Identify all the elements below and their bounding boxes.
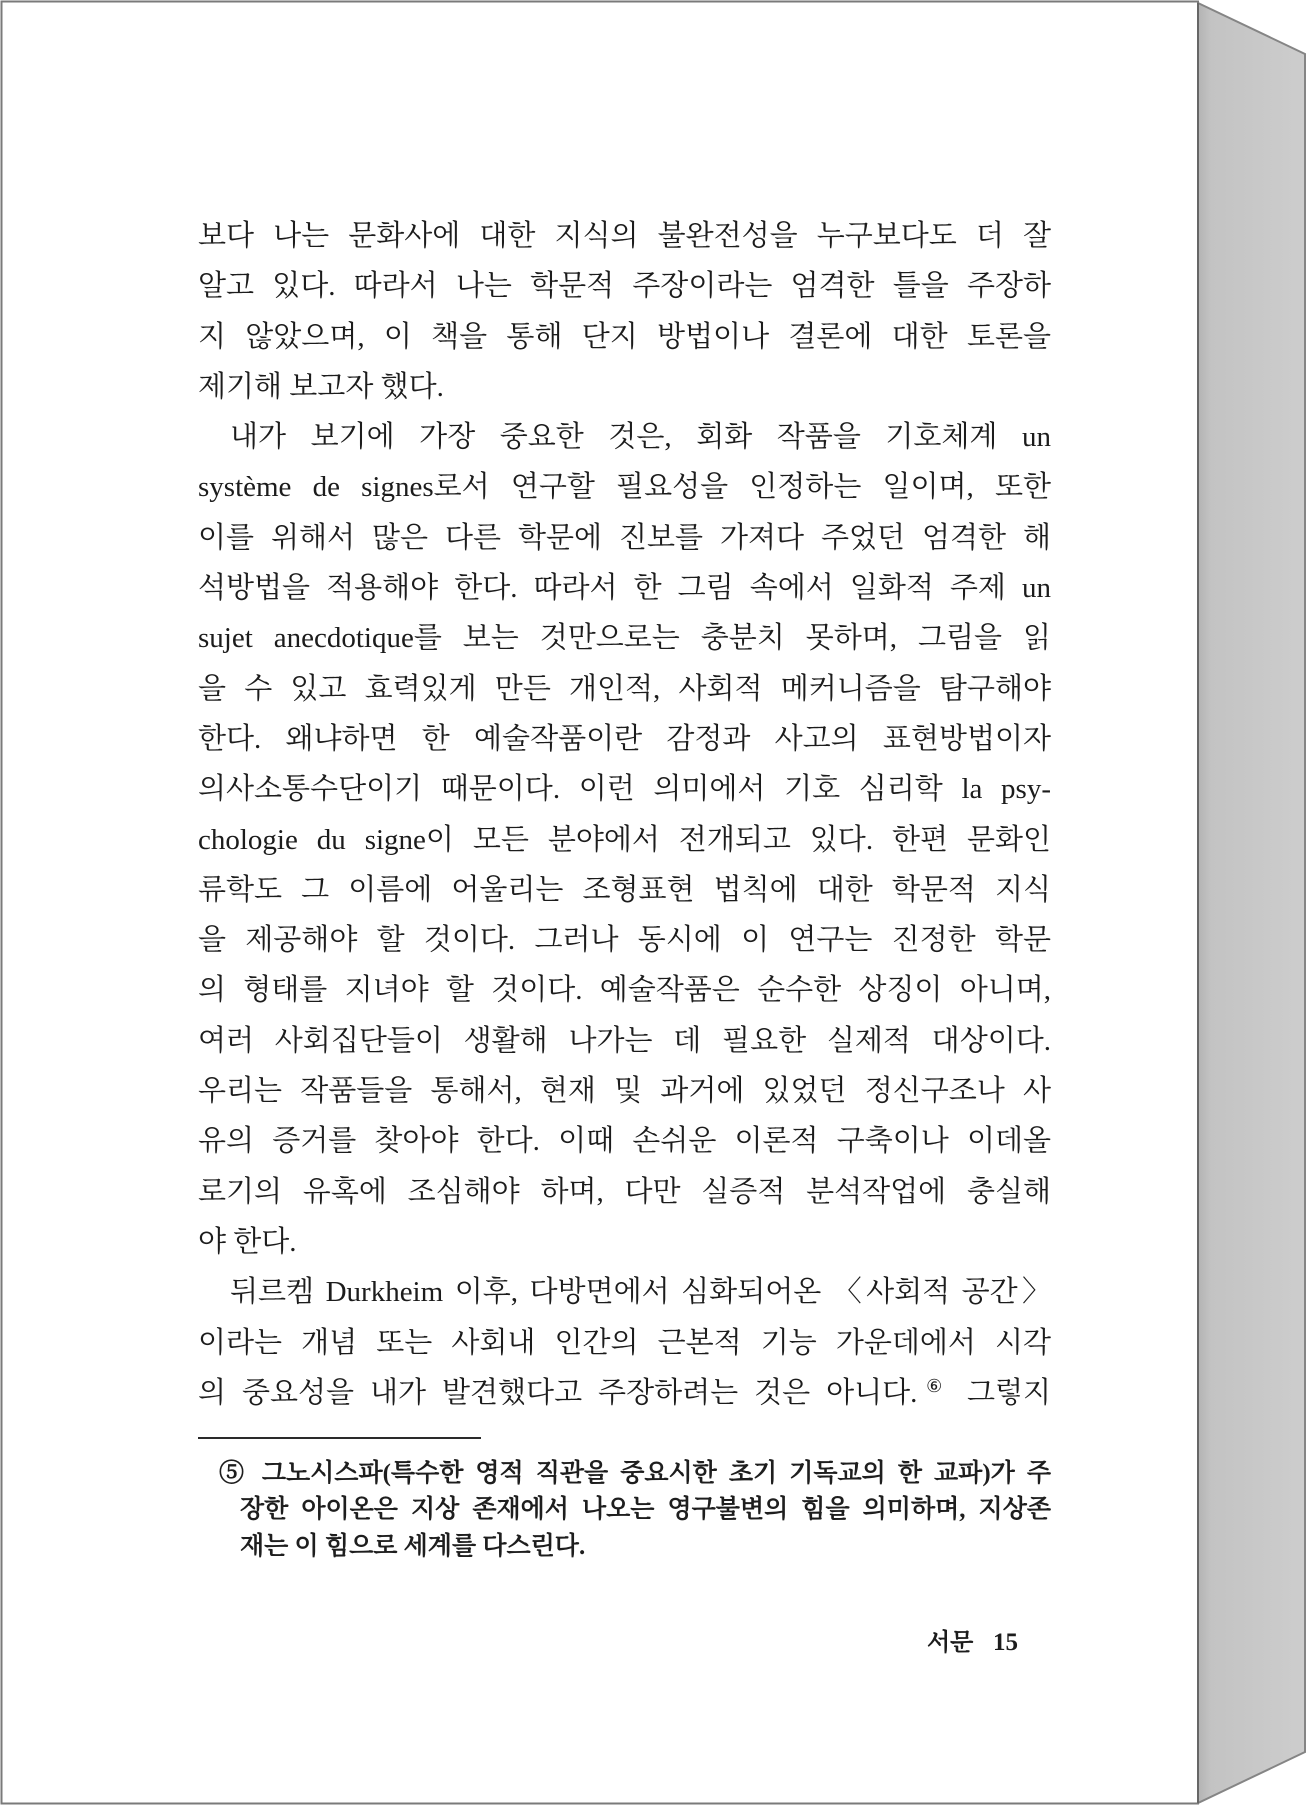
text-line: sujet anecdotique를 보는 것만으로는 충분치 못하며, 그림을 읽 (198, 622, 1051, 655)
text-line: 의 형태를 지녀야 할 것이다. 예술작품은 순수한 상징이 아니며, (198, 974, 1051, 1007)
page-number: 15 (993, 1629, 1018, 1656)
text-line: 알고 있다. 따라서 나는 학문적 주장이라는 엄격한 틀을 주장하 (198, 270, 1051, 303)
text-line: système de signes로서 연구할 필요성을 인정하는 일이며, 또한 (198, 471, 1051, 504)
footnote-text: 그노시스파(특수한 영적 직관을 중요시한 초기 기독교의 한 교파)가 주 (261, 1460, 1051, 1487)
text-line: 의사소통수단이기 때문이다. 이런 의미에서 기호 심리학 la psy- (198, 773, 1051, 806)
body-text (198, 211, 1051, 1418)
text-line-tail: 그렇지 (966, 1376, 1052, 1409)
footnote-rule (198, 1437, 481, 1439)
text-line: 이라는 개념 또는 사회내 인간의 근본적 기능 가운데에서 시각 (198, 1326, 1051, 1359)
footnote-ref: ⑥ (917, 1375, 951, 1396)
text-line: 제기해 보고자 했다. (198, 370, 444, 403)
text-line: 여러 사회집단들이 생활해 나가는 데 필요한 실제적 대상이다. (198, 1024, 1051, 1057)
paragraph-first-line: 뒤르켐 Durkheim 이후, 다방면에서 심화되어온 〈사회적 공간〉 (230, 1276, 1051, 1309)
running-footer-section: 서문 (927, 1630, 974, 1656)
text-line: 석방법을 적용해야 한다. 따라서 한 그림 속에서 일화적 주제 un (198, 572, 1051, 605)
text-line: 야 한다. (198, 1225, 297, 1258)
text-line: 로기의 유혹에 조심해야 하며, 다만 실증적 분석작업에 충실해 (198, 1175, 1051, 1208)
footnote-marker: ⑤ (219, 1460, 250, 1487)
text-line-with-footnote-ref (198, 1368, 1051, 1418)
footnote-line (219, 1456, 1051, 1492)
text-line: 지 않았으며, 이 책을 통해 단지 방법이나 결론에 대한 토론을 (198, 320, 1051, 353)
text-line-segment: 의 중요성을 내가 발견했다고 주장하려는 것은 아니다. (198, 1376, 918, 1409)
text-line: chologie du signe이 모든 분야에서 전개되고 있다. 한편 문화인 (198, 823, 1051, 856)
footnote-line: 재는 이 힘으로 세계를 다스린다. (240, 1532, 586, 1560)
text-line: 을 수 있고 효력있게 만든 개인적, 사회적 메커니즘을 탐구해야 (198, 672, 1051, 705)
text-line: 유의 증거를 찾아야 한다. 이때 손쉬운 이론적 구축이나 이데올 (198, 1125, 1051, 1158)
footnote (219, 1456, 1051, 1565)
text-line: 이를 위해서 많은 다른 학문에 진보를 가져다 주었던 엄격한 해 (198, 521, 1051, 554)
text-line: 보다 나는 문화사에 대한 지식의 불완전성을 누구보다도 더 잘 (198, 220, 1051, 252)
paragraph-first-line: 내가 보기에 가장 중요한 것은, 회화 작품을 기호체계 un (230, 421, 1051, 454)
text-line: 류학도 그 이름에 어울리는 조형표현 법칙에 대한 학문적 지식 (198, 873, 1051, 906)
text-line: 한다. 왜냐하면 한 예술작품이란 감정과 사고의 표현방법이자 (198, 722, 1051, 755)
book-edge (1198, 3, 1305, 1803)
text-line: 을 제공해야 할 것이다. 그러나 동시에 이 연구는 진정한 학문 (198, 924, 1051, 957)
footnote-line: 장한 아이온은 지상 존재에서 나오는 영구불변의 힘을 의미하며, 지상존 (240, 1496, 1051, 1524)
text-line: 우리는 작품들을 통해서, 현재 및 과거에 있었던 정신구조나 사 (198, 1075, 1051, 1108)
